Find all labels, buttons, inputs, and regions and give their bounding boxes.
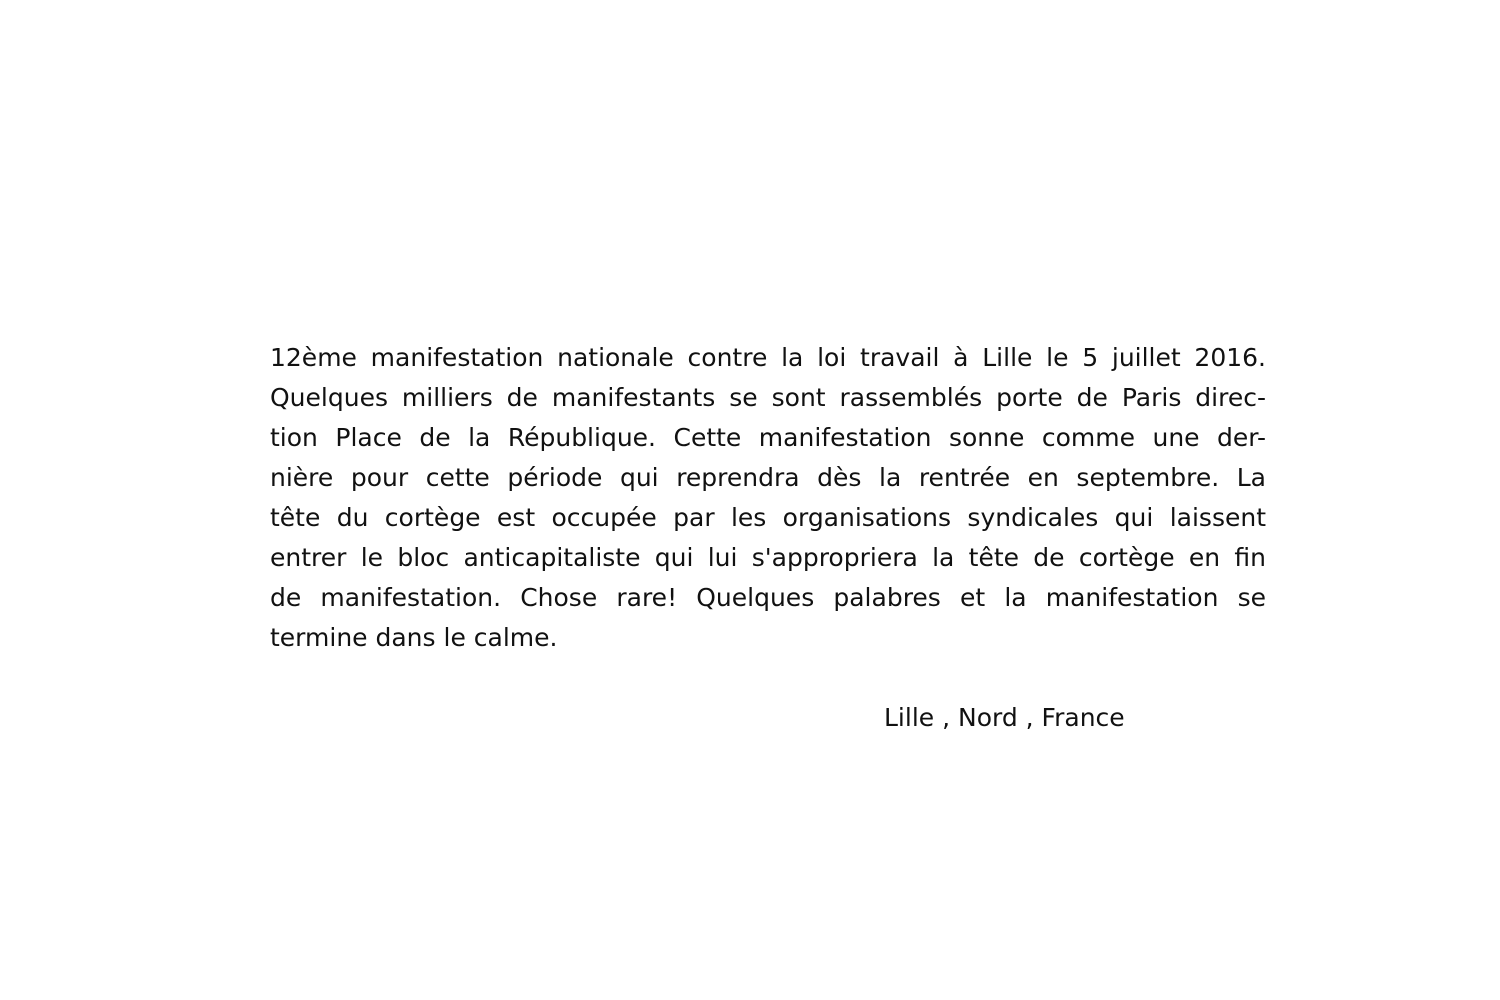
paragraph-line-1: 12ème manifestation nationale contre la loi travail à Lille le 5 juillet 2016. — [270, 343, 1266, 372]
paragraph-line-3: tion Place de la République. Cette manifestation sonne comme une der- — [270, 423, 1266, 452]
paragraph-line-6: entrer le bloc anticapitaliste qui lui s'approprierа la tête de cortège en fin — [270, 543, 1266, 572]
location-caption: Lille , Nord , France — [884, 703, 1125, 732]
description-paragraph — [270, 338, 1266, 658]
paragraph-line-2: Quelques milliers de manifestants se sont rassemblés porte de Paris direc- — [270, 383, 1266, 412]
paragraph-line-4: nière pour cette période qui reprendra dès la rentrée en septembre. La — [270, 463, 1266, 492]
paragraph-line-7: de manifestation. Chose rare! Quelques palabres et la manifestation se — [270, 583, 1266, 612]
paragraph-line-5: tête du cortège est occupée par les organisations syndicales qui laissent — [270, 503, 1266, 532]
paragraph-line-8: termine dans le calme. — [270, 623, 558, 652]
